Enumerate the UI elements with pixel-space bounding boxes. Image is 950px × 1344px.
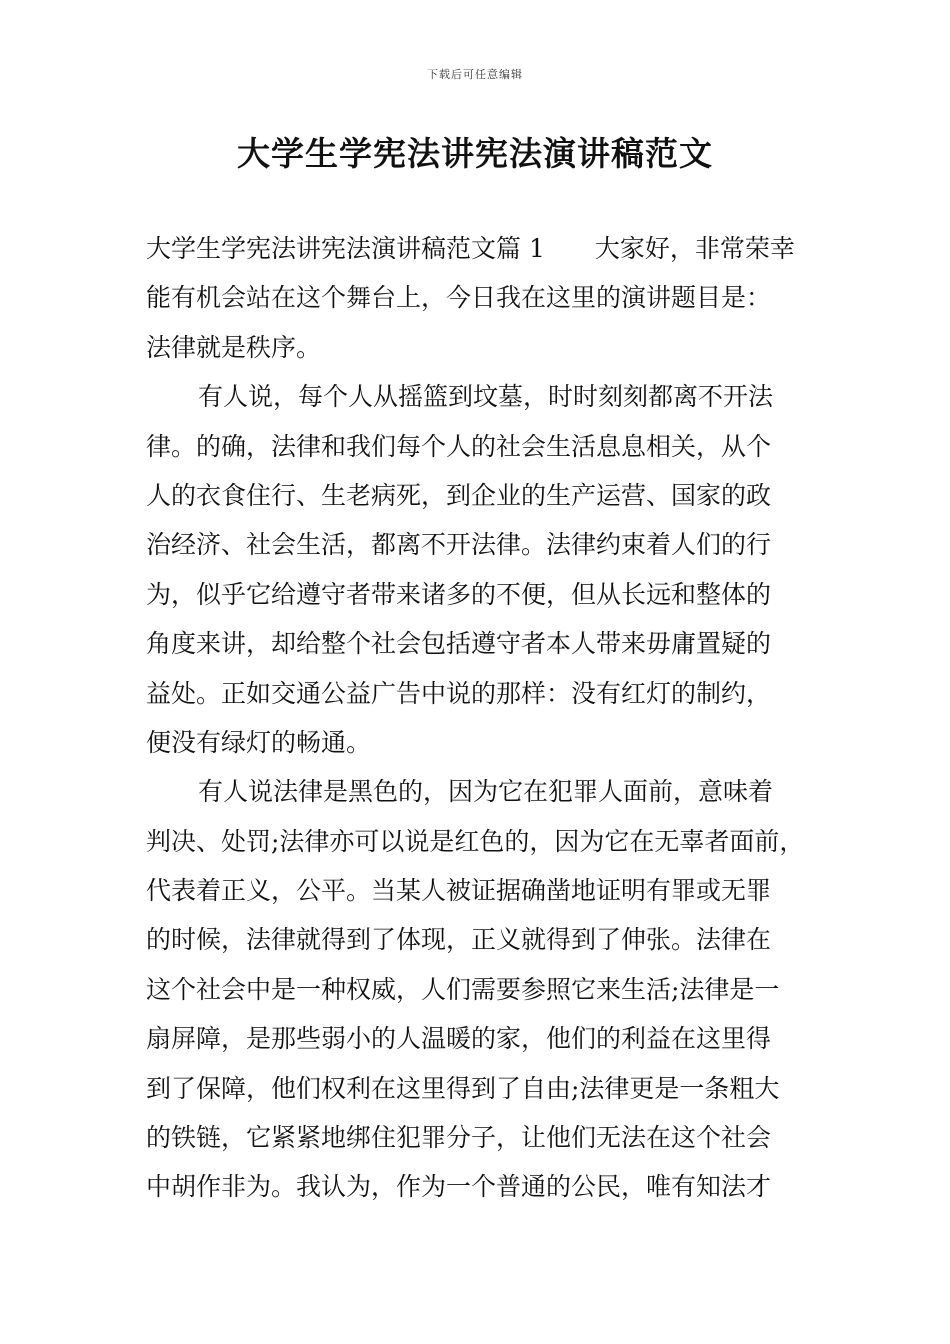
paragraph-line: 的铁链，它紧紧地绑住犯罪分子，让他们无法在这个社会 xyxy=(146,1123,772,1153)
paragraph-line: 角度来讲，却给整个社会包括遵守者本人带来毋庸置疑的 xyxy=(146,629,772,659)
paragraph-line: 治经济、社会生活，都离不开法律。法律约束着人们的行 xyxy=(146,530,772,560)
paragraph-line: 代表着正义，公平。当某人被证据确凿地证明有罪或无罪 xyxy=(146,876,772,906)
paragraph-line: 扇屏障，是那些弱小的人温暖的家，他们的利益在这里得 xyxy=(146,1024,772,1054)
document-body xyxy=(146,224,810,1212)
paragraph-line: 有人说，每个人从摇篮到坟墓，时时刻刻都离不开法 xyxy=(198,382,774,412)
paragraph-line: 能有机会站在这个舞台上，今日我在这里的演讲题目是： xyxy=(146,283,772,313)
paragraph-line: 中胡作非为。我认为，作为一个普通的公民，唯有知法才 xyxy=(146,1172,772,1202)
header-note: 下载后可任意编辑 xyxy=(427,68,523,81)
paragraph-line: 益处。正如交通公益广告中说的那样：没有红灯的制约， xyxy=(146,678,772,708)
paragraph-line: 的时候，法律就得到了体现，正义就得到了伸张。法律在 xyxy=(146,925,772,955)
paragraph-line: 为，似乎它给遵守者带来诸多的不便，但从长远和整体的 xyxy=(146,579,772,609)
section-label: 大学生学宪法讲宪法演讲稿范文篇 1 xyxy=(146,234,545,263)
paragraph-line: 判决、处罚;法律亦可以说是红色的，因为它在无辜者面前， xyxy=(146,826,805,856)
document-title: 大学生学宪法讲宪法演讲稿范文 xyxy=(237,134,713,173)
paragraph-line xyxy=(146,224,810,273)
paragraph-line: 法律就是秩序。 xyxy=(146,332,322,362)
paragraph-line: 便没有绿灯的畅通。 xyxy=(146,727,372,757)
paragraph-line: 律。的确，法律和我们每个人的社会生活息息相关，从个 xyxy=(146,431,772,461)
paragraph-line: 这个社会中是一种权威，人们需要参照它来生活;法律是一 xyxy=(146,974,780,1004)
paragraph-line: 有人说法律是黑色的，因为它在犯罪人面前，意味着 xyxy=(198,777,774,807)
paragraph-line: 人的衣食住行、生老病死，到企业的生产运营、国家的政 xyxy=(146,480,772,510)
paragraph-text: 大家好，非常荣幸 xyxy=(594,234,795,263)
paragraph-line: 到了保障，他们权利在这里得到了自由;法律更是一条粗大 xyxy=(146,1073,780,1103)
